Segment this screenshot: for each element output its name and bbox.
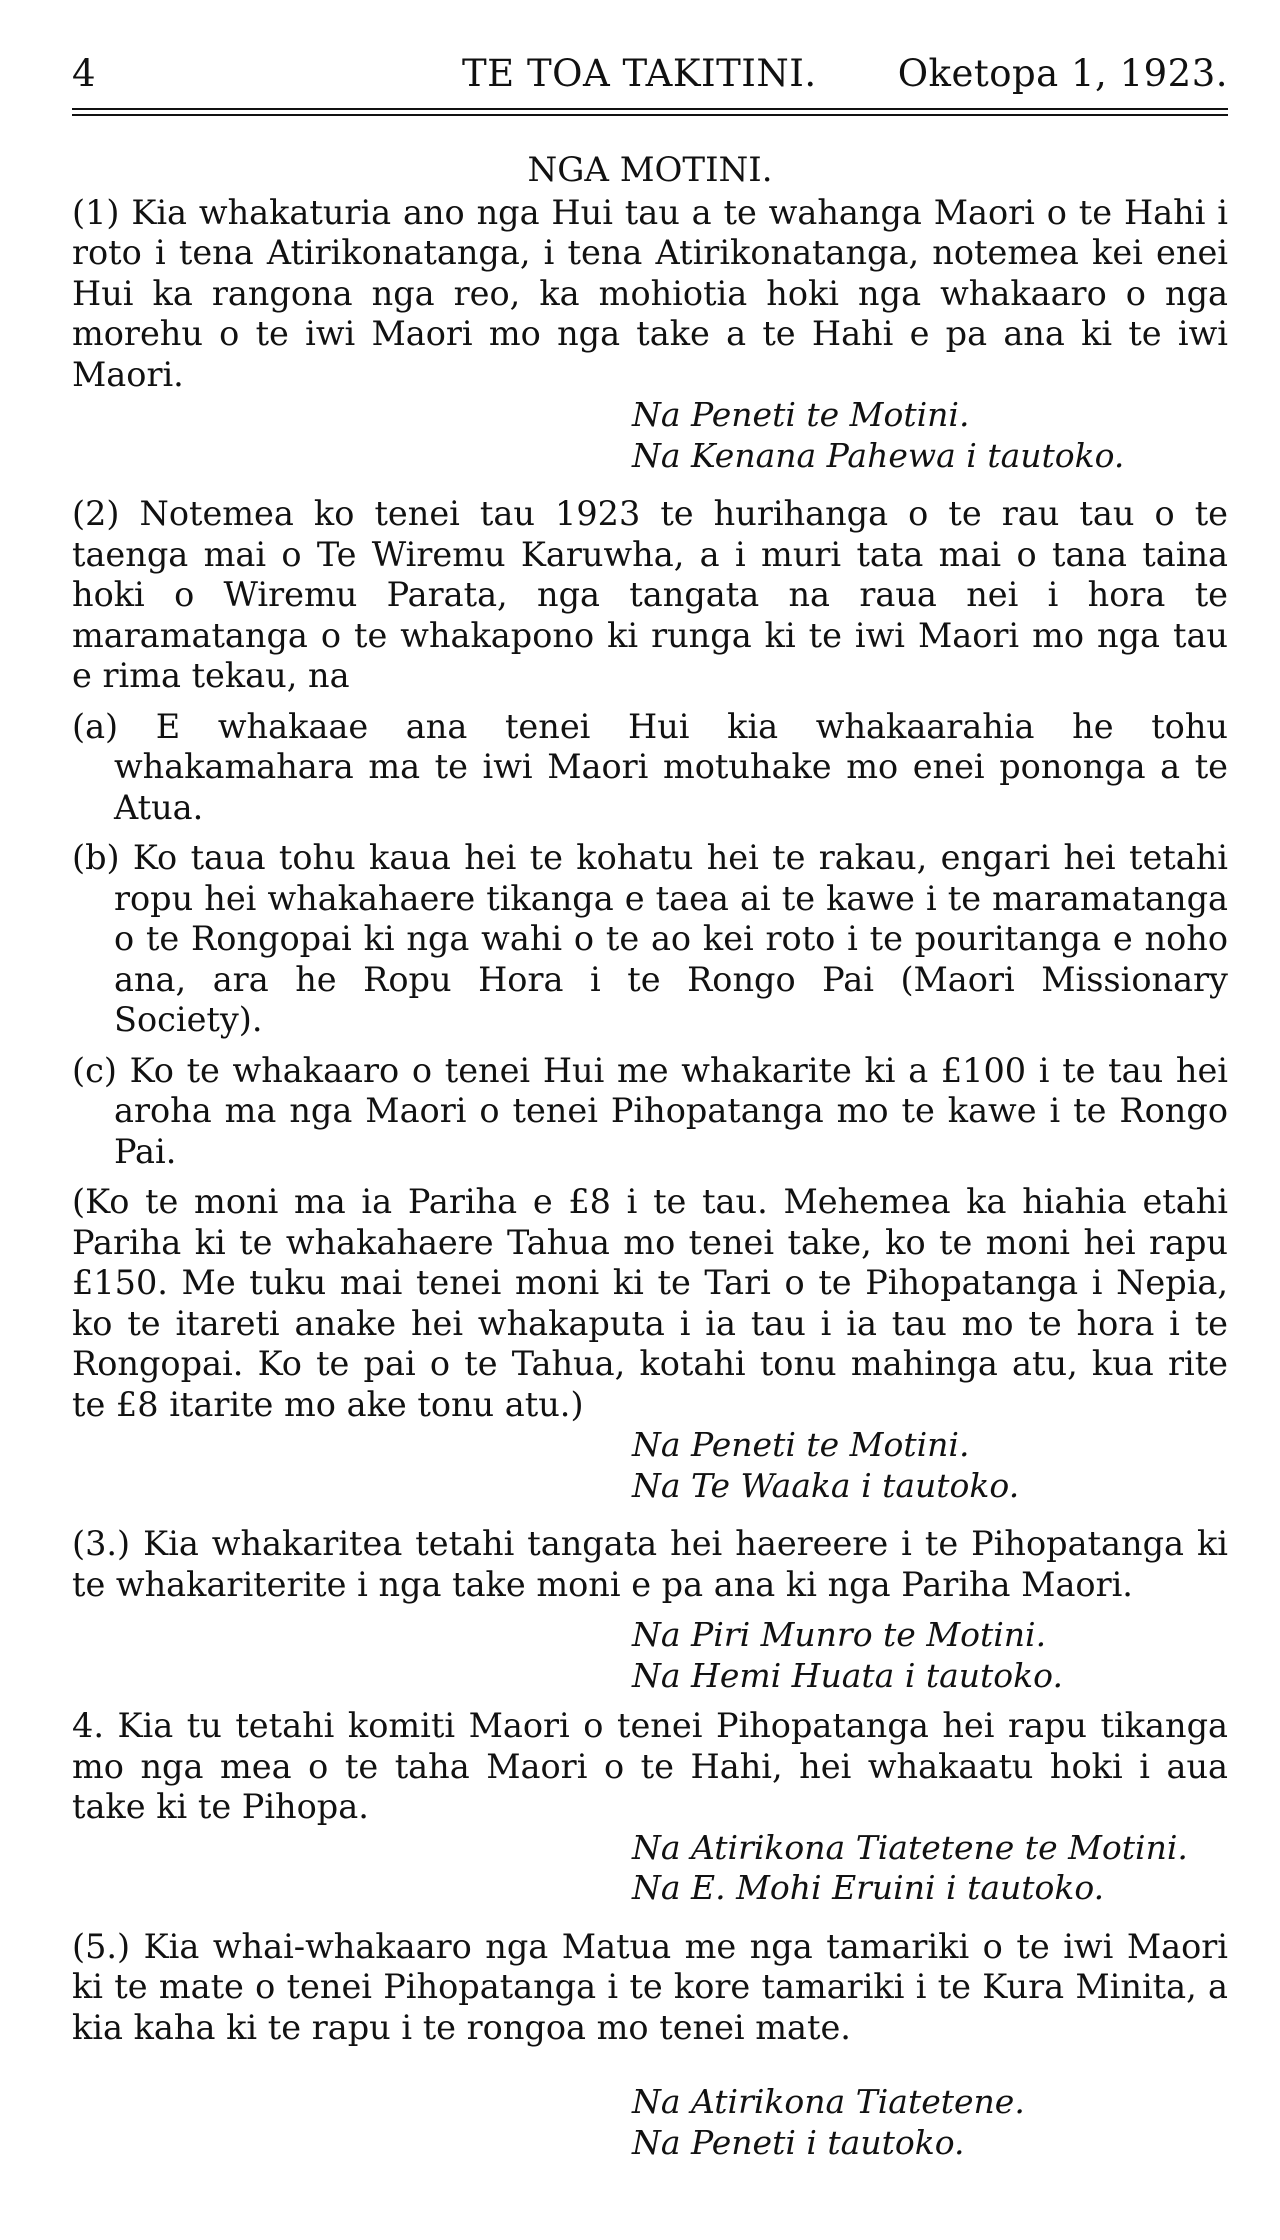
header-rule-bottom [72, 114, 1228, 116]
spacer [72, 1506, 1228, 1524]
motion-4-text: 4. Kia tu tetahi komiti Maori o tenei Pihopatanga hei rapu tikanga mo nga mea o te taha Maori o te Hahi, hei whakaatu hoki i aua take ki te Pihopa. [72, 1706, 1228, 1826]
motion-3-seconder: Na Hemi Huata i tautoko. [632, 1655, 1063, 1695]
spacer [72, 476, 1228, 494]
motion-4-seconder: Na E. Mohi Eruini i tautoko. [632, 1868, 1105, 1907]
publication-title: TE TOA TAKITINI. [462, 52, 817, 95]
header-rule-top [72, 108, 1228, 110]
spacer [72, 828, 1228, 838]
article-heading: NGA MOTINI. [527, 150, 773, 190]
motion-5-text: (5.) Kia whai-whakaaro nga Matua me nga tamariki o te iwi Maori ki te mate o tenei Pihopatanga i te kore tamariki i te Kura Minita, a kia kaha ki te rapu i te rongoa mo tenei mate. [72, 1926, 1228, 2047]
issue-date: Oketopa 1, 1923. [897, 52, 1228, 95]
motion-2-text: (2) Notemea ko tenei tau 1923 te hurihanga o te rau tau o te taenga mai o Te Wiremu Karuwha, a i muri tata mai o tana taina hoki o Wiremu Parata, nga tangata na raua nei i hora te maramatanga o te whakapono ki runga ki te iwi Maori mo nga tau e rima tekau, na [72, 494, 1228, 695]
spacer [72, 1696, 1228, 1706]
spacer [72, 1041, 1228, 1051]
article-body [72, 150, 1228, 2163]
motion-5-mover: Na Atirikona Tiatetene. [632, 2082, 1025, 2121]
motion-2-item-c: (c) Ko te whakaaro o tenei Hui me whakarite ki a £100 i te tau hei aroha ma nga Maori o tenei Pihopatanga mo te kawe i te Rongo Pai. [72, 1050, 1228, 1171]
motion-4-mover: Na Atirikona Tiatetene te Motini. [632, 1827, 1188, 1867]
spacer [72, 1605, 1228, 1615]
motion-3-text: (3.) Kia whakaritea tetahi tangata hei haereere i te Pihopatanga ki te whakariterite i nga take moni e pa ana ki nga Pariha Maori. [72, 1524, 1228, 1604]
motion-1-mover: Na Peneti te Motini. [632, 395, 970, 434]
page-header [72, 52, 1228, 110]
spacer [72, 1909, 1228, 1927]
motion-2-note: (Ko te moni ma ia Pariha e £8 i te tau. Mehemea ka hiahia etahi Pariha ki te whakahaere Tahua mo tenei take, ko te moni hei rapu £150. Me tuku mai tenei moni ki te Tari o te Pihopatanga i Nepia, ko te itareti anake hei whakaputa i ia tau i ia tau mo te hora i te Rongopai. Ko te pai o te Tahua, kotahi tonu mahinga atu, kua rite te £8 itarite mo ake tonu atu.) [72, 1182, 1228, 1424]
page-number: 4 [72, 52, 97, 95]
motion-1-seconder: Na Kenana Pahewa i tautoko. [632, 435, 1125, 475]
motion-1-text: (1) Kia whakaturia ano nga Hui tau a te wahanga Maori o te Hahi i roto i tena Atirikonatanga, i tena Atirikonatanga, notemea kei enei Hui ka rangona nga reo, ka mohiotia hoki nga whakaaro o nga morehu o te iwi Maori mo nga take a te Hahi e pa ana ki te iwi Maori. [72, 192, 1228, 394]
motion-5-seconder: Na Peneti i tautoko. [632, 2122, 965, 2162]
motion-2-seconder: Na Te Waaka i tautoko. [632, 1465, 1020, 1505]
spacer [72, 1172, 1228, 1182]
motion-2-mover: Na Peneti te Motini. [632, 1425, 970, 1464]
spacer [72, 697, 1228, 707]
spacer [72, 2048, 1228, 2082]
motion-2-item-b: (b) Ko taua tohu kaua hei te kohatu hei te rakau, engari hei tetahi ropu hei whakahaere tikanga e taea ai te kawe i te maramatanga o te Rongopai ki nga wahi o te ao kei roto i te pouritanga e noho ana, ara he Ropu Hora i te Rongo Pai (Maori Missionary Society). [72, 838, 1228, 1039]
motion-3-mover: Na Piri Munro te Motini. [632, 1615, 1047, 1654]
motion-2-item-a: (a) E whakaae ana tenei Hui kia whakaarahia he tohu whakamahara ma te iwi Maori motuhake mo enei pononga a te Atua. [72, 706, 1228, 827]
